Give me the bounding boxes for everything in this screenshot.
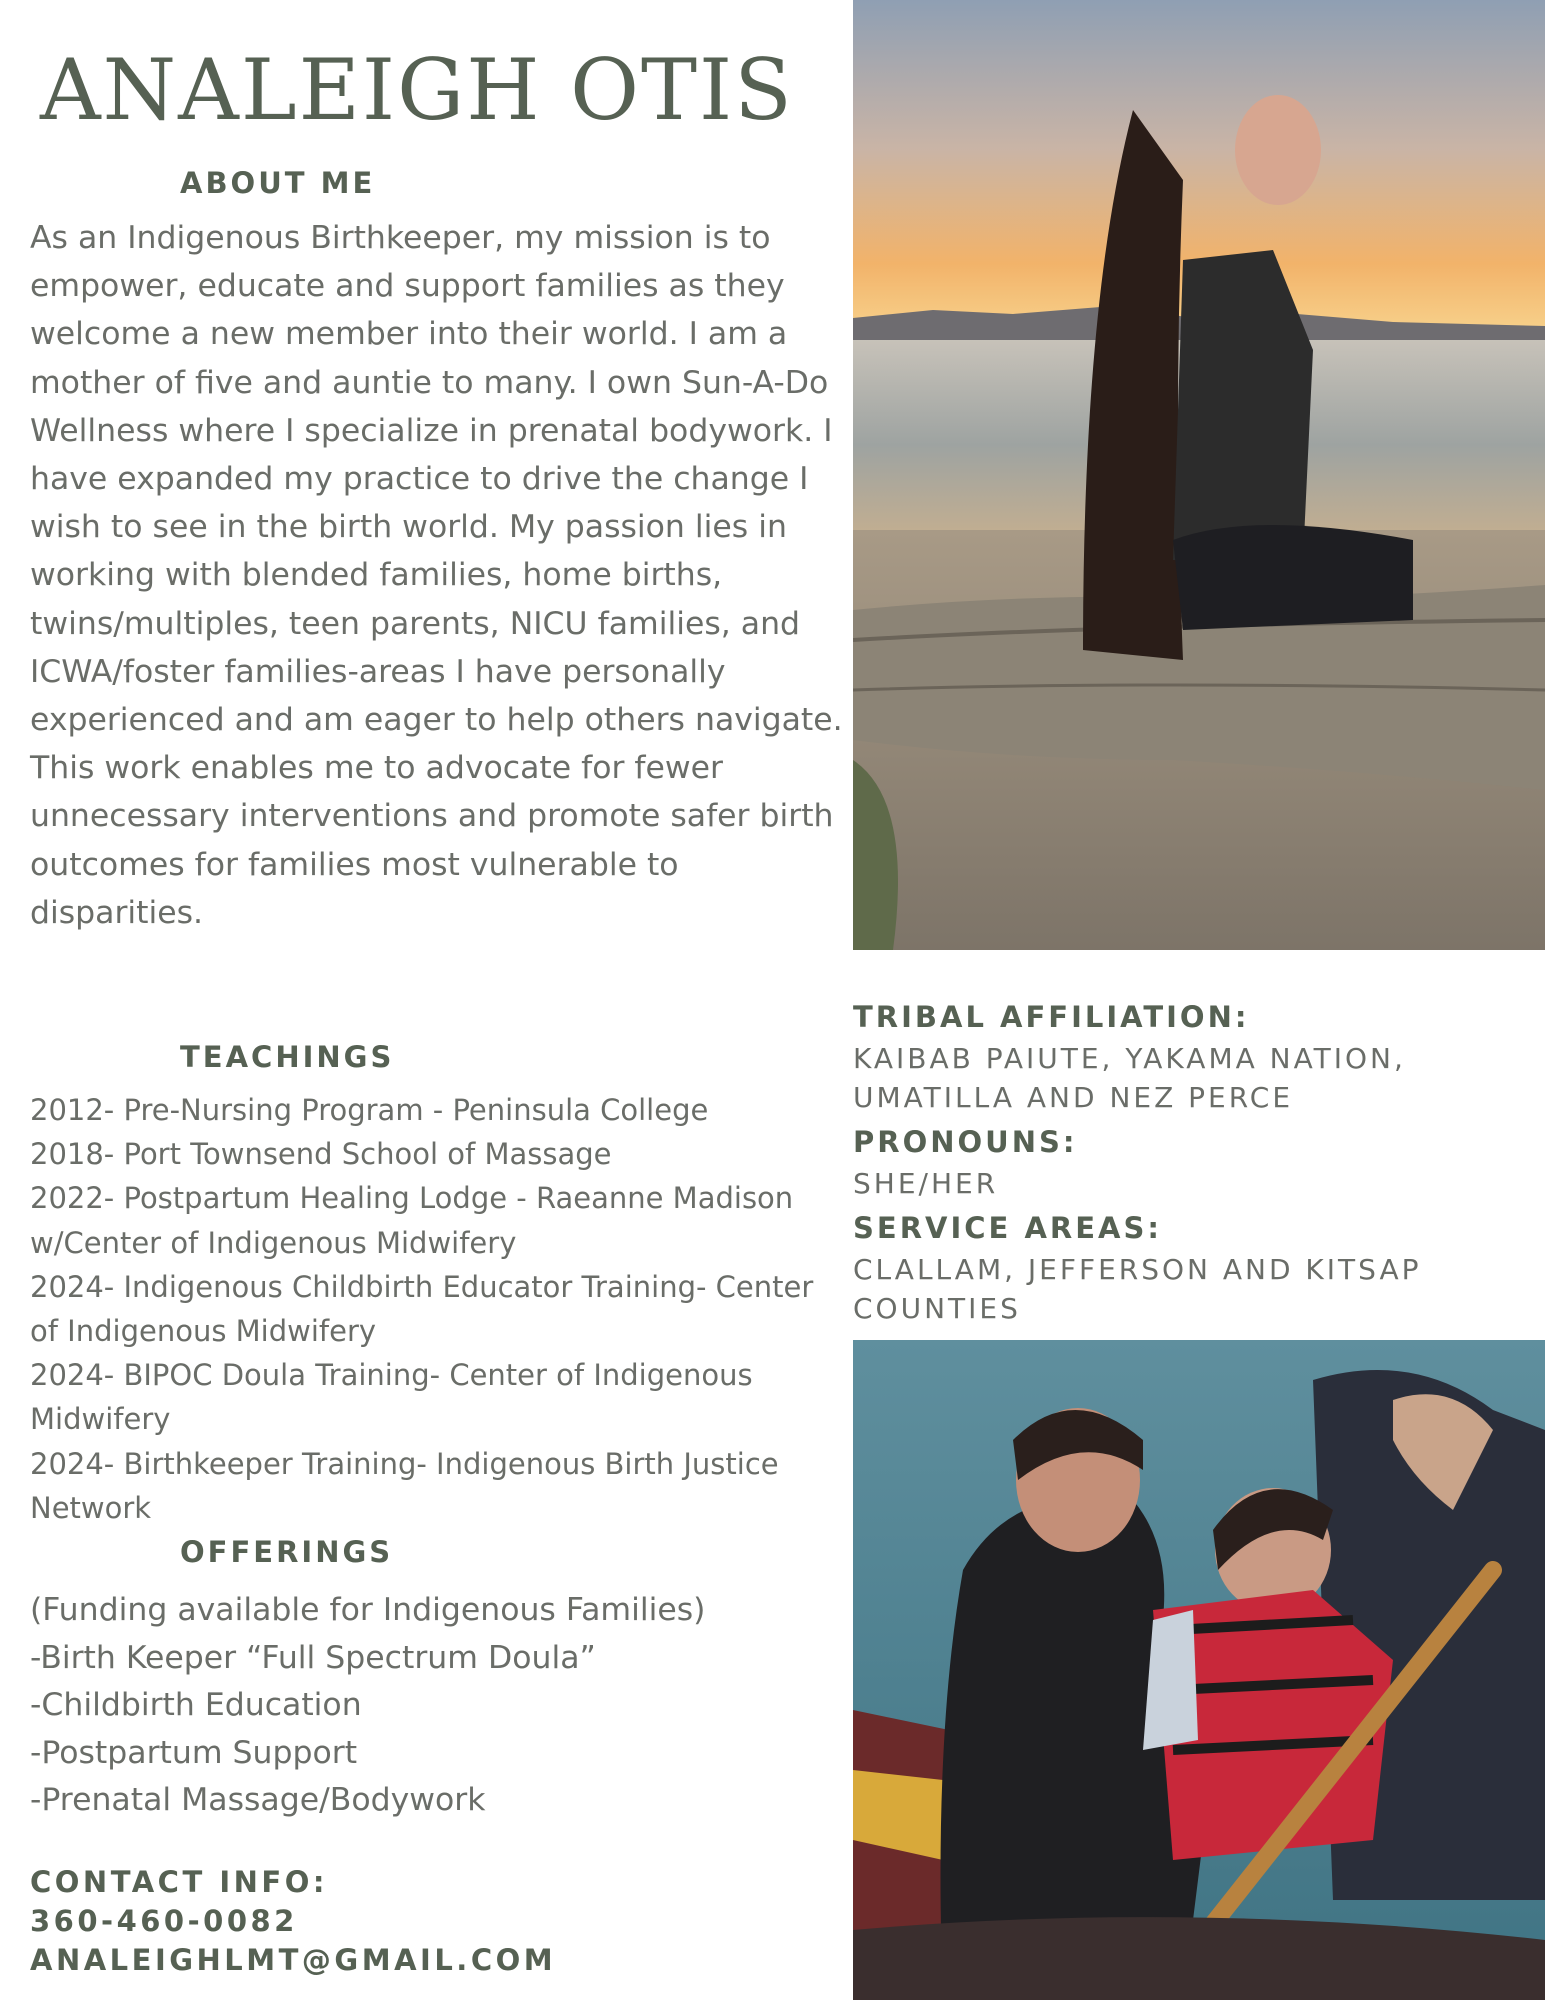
offerings-heading: OFFERINGS — [180, 1535, 394, 1569]
contact-phone: 360-460-0082 — [30, 1904, 298, 1938]
service-areas-value: CLALLAM, JEFFERSON AND KITSAP COUNTIES — [853, 1253, 1422, 1325]
list-item: -Birth Keeper “Full Spectrum Doula” — [30, 1639, 596, 1676]
tribal-value: KAIBAB PAIUTE, YAKAMA NATION, UMATILLA AND NEZ PERCE — [853, 1042, 1406, 1114]
about-heading: ABOUT ME — [180, 166, 376, 200]
list-item: -Childbirth Education — [30, 1687, 362, 1723]
teachings-heading: TEACHINGS — [180, 1040, 395, 1074]
teachings-list — [30, 1088, 820, 1530]
offerings-list — [30, 1587, 820, 1825]
about-text: As an Indigenous Birthkeeper, my mission is to empower, educate and support families as they welcome a new member into their world. I am a mother of five and auntie to many. I own Sun-A-Do Wellness where I specialize in prenatal bodywork. I have expanded my practice to drive the change I wish to see in the birth world. My passion lies in working with blended families, home births, twins/multiples, teen parents, NICU families, and ICWA/foster families-areas I have personally experienced and am eager to help others navigate. This work enables me to advocate for fewer unnecessary interventions and promote safer birth outcomes for families most vulnerable to disparities. — [30, 220, 843, 931]
contact-heading: CONTACT INFO: — [30, 1865, 328, 1899]
contact-email: ANALEIGHLMT@GMAIL.COM — [30, 1943, 557, 1977]
list-item: -Postpartum Support — [30, 1734, 358, 1771]
list-item: 2024- BIPOC Doula Training- Center of Indigenous Midwifery — [30, 1358, 753, 1437]
page-title: ANALEIGH OTIS — [40, 41, 794, 139]
list-item: 2018- Port Townsend School of Massage — [30, 1137, 612, 1172]
list-item: 2022- Postpartum Healing Lodge - Raeanne Madison w/Center of Indigenous Midwifery — [30, 1181, 794, 1260]
list-item: 2024- Birthkeeper Training- Indigenous Birth Justice Network — [30, 1446, 779, 1525]
pronouns-value: SHE/HER — [853, 1167, 999, 1200]
list-item: 2024- Indigenous Childbirth Educator Training- Center of Indigenous Midwifery — [30, 1269, 814, 1349]
list-item: -Prenatal Massage/Bodywork — [30, 1782, 486, 1818]
photo-sunset-beach — [853, 0, 1545, 950]
tribal-heading: TRIBAL AFFILIATION: — [853, 1000, 1250, 1034]
list-item: 2012- Pre-Nursing Program - Peninsula College — [30, 1093, 709, 1127]
list-item: (Funding available for Indigenous Families) — [30, 1592, 706, 1628]
pronouns-heading: PRONOUNS: — [853, 1125, 1078, 1159]
photo-canoe — [853, 1340, 1545, 2000]
service-areas-heading: SERVICE AREAS: — [853, 1211, 1162, 1245]
